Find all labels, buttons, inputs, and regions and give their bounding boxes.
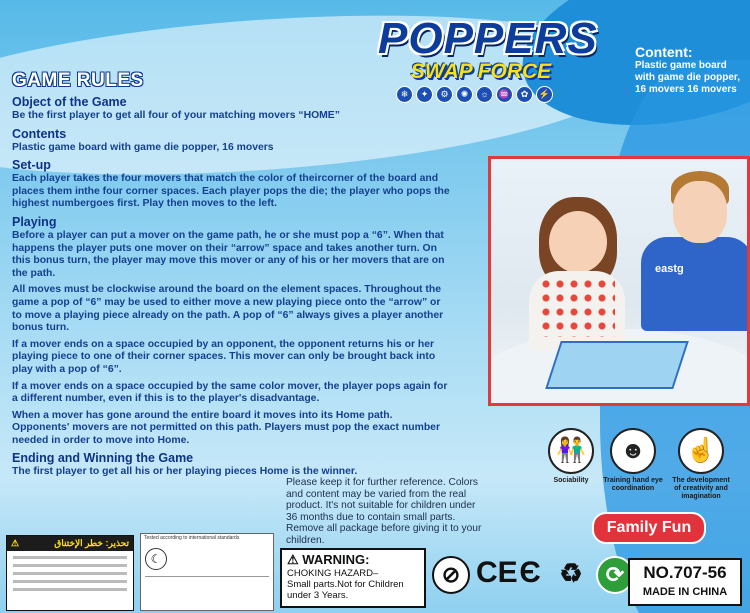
element-icon: ✦ — [416, 86, 433, 103]
feature-sociability — [540, 428, 602, 485]
rules-paragraph: When a mover has gone around the entire board it moves into its Home path. Opponents' movers are not permitted on this path. Players must pop the exact number needed in order to move into Home. — [12, 409, 440, 446]
arabic-warning-label — [6, 535, 134, 611]
content-summary — [635, 44, 747, 96]
rules-paragraph: The first player to get all his or her playing pieces Home is the winner. — [12, 466, 358, 478]
model-number: NO.707-56 — [643, 563, 727, 582]
age-restriction-icon: ⊘ — [432, 556, 470, 594]
warning-line: CHOKING HAZARD– — [287, 568, 379, 579]
element-icon: ☼ — [476, 86, 493, 103]
element-icon: ✺ — [456, 86, 473, 103]
feature-coordination — [602, 428, 664, 493]
element-icon: ⚙ — [436, 86, 453, 103]
certification-marks — [432, 556, 634, 594]
feature-creativity — [670, 428, 732, 501]
rules-title: GAME RULES — [12, 70, 144, 91]
rules-paragraph: If a mover ends on a space occupied by an opponent, the opponent returns his or her playing piece to one of their corner spaces. This mover can only be brought back into play with a pop of “6”. — [12, 338, 436, 375]
cert-seal-icon: ☾ — [145, 548, 167, 570]
children-playing-photo — [488, 156, 750, 406]
feature-label: Sociability — [553, 477, 589, 484]
boy — [641, 237, 750, 331]
made-in: MADE IN CHINA — [642, 586, 728, 598]
rules-paragraph: If a mover ends on a space occupied by the same color mover, the player pops again for a different number, even if this is to the player's disadvantage. — [12, 380, 448, 405]
rules-heading-ending: Ending and Winning the Game — [12, 451, 194, 466]
eac-mark: Є — [519, 556, 541, 589]
rules-paragraph: Be the first player to get all four of your matching movers “HOME” — [12, 110, 340, 121]
sociability-icon: 👫 — [548, 428, 594, 474]
element-icon: ♒ — [496, 86, 513, 103]
rules-heading-object: Object of the Game — [12, 95, 127, 109]
coordination-icon: ☻ — [610, 428, 656, 474]
logo-title: POPPERS — [378, 14, 598, 63]
element-icon: ✿ — [516, 86, 533, 103]
model-number-box — [628, 558, 742, 606]
game-board — [545, 341, 689, 389]
family-fun-badge: Family Fun — [592, 512, 706, 544]
rules-paragraph: Plastic game board with game die popper, 16 movers — [12, 141, 274, 153]
feature-label: Training hand eye coordination — [603, 477, 663, 492]
rules-paragraph: Before a player can put a mover on the game path, he or she must pop a “6”. When that happens the player puts one mover on their “arrow” space and takes another turn. On this bonus turn, the player may move this mover or any of his or her movers that are on the path. — [12, 229, 445, 279]
element-icon: ⚡ — [536, 86, 553, 103]
recycle-icon: ♻ — [559, 558, 583, 588]
shirt-logo: eastg — [655, 263, 684, 275]
rules-heading-contents: Contents — [12, 126, 67, 141]
rules-paragraph: Each player takes the four movers that match the color of theircorner of the board and places them inthe four corner spaces. Each player pops the die; the player who pops the highest numbergoes first. Play then moves to the left. — [12, 173, 450, 210]
rules-heading-playing: Playing — [12, 214, 57, 229]
creativity-icon: ☝ — [678, 428, 724, 474]
green-dot-icon: ⟳ — [596, 556, 634, 594]
arabic-warning-heading: تحذير: خطر الإختناق — [54, 538, 129, 548]
warning-icon: ⚠ — [11, 538, 20, 548]
game-rules — [12, 70, 452, 483]
content-text: Plastic game board with game die popper, 16 movers 16 movers — [635, 60, 741, 95]
logo-subtitle: SWAP FORCE — [410, 60, 552, 83]
warning-line: under 3 Years. — [287, 590, 349, 601]
warning-triangle-icon: ⚠ — [287, 552, 299, 567]
certification-label — [140, 533, 274, 611]
rules-heading-setup: Set-up — [12, 158, 51, 173]
content-heading: Content: — [635, 44, 693, 60]
safety-notice: Please keep it for further reference. Colors and content may be varied from the real product. It's not suitable for children under 36 months due to contain small parts. Remove all package before giving it to your children. — [286, 477, 482, 546]
ce-mark: CE — [476, 556, 518, 589]
element-icon: ❄ — [396, 86, 413, 103]
rules-paragraph: All moves must be clockwise around the board on the element spaces. Throughout the game a pop of “6” may be used to either move a new playing piece onto the “arrow” or to move a playing piece already on the path. A pop of “6” always gives a player another bonus turn. — [12, 284, 444, 334]
choking-warning — [280, 548, 426, 608]
warning-line: Small parts.Not for Children — [287, 579, 404, 590]
feature-label: The development of creativity and imagination — [672, 477, 730, 500]
warning-heading: WARNING: — [302, 552, 370, 567]
cert-text: Tested according to international standards — [144, 535, 240, 541]
